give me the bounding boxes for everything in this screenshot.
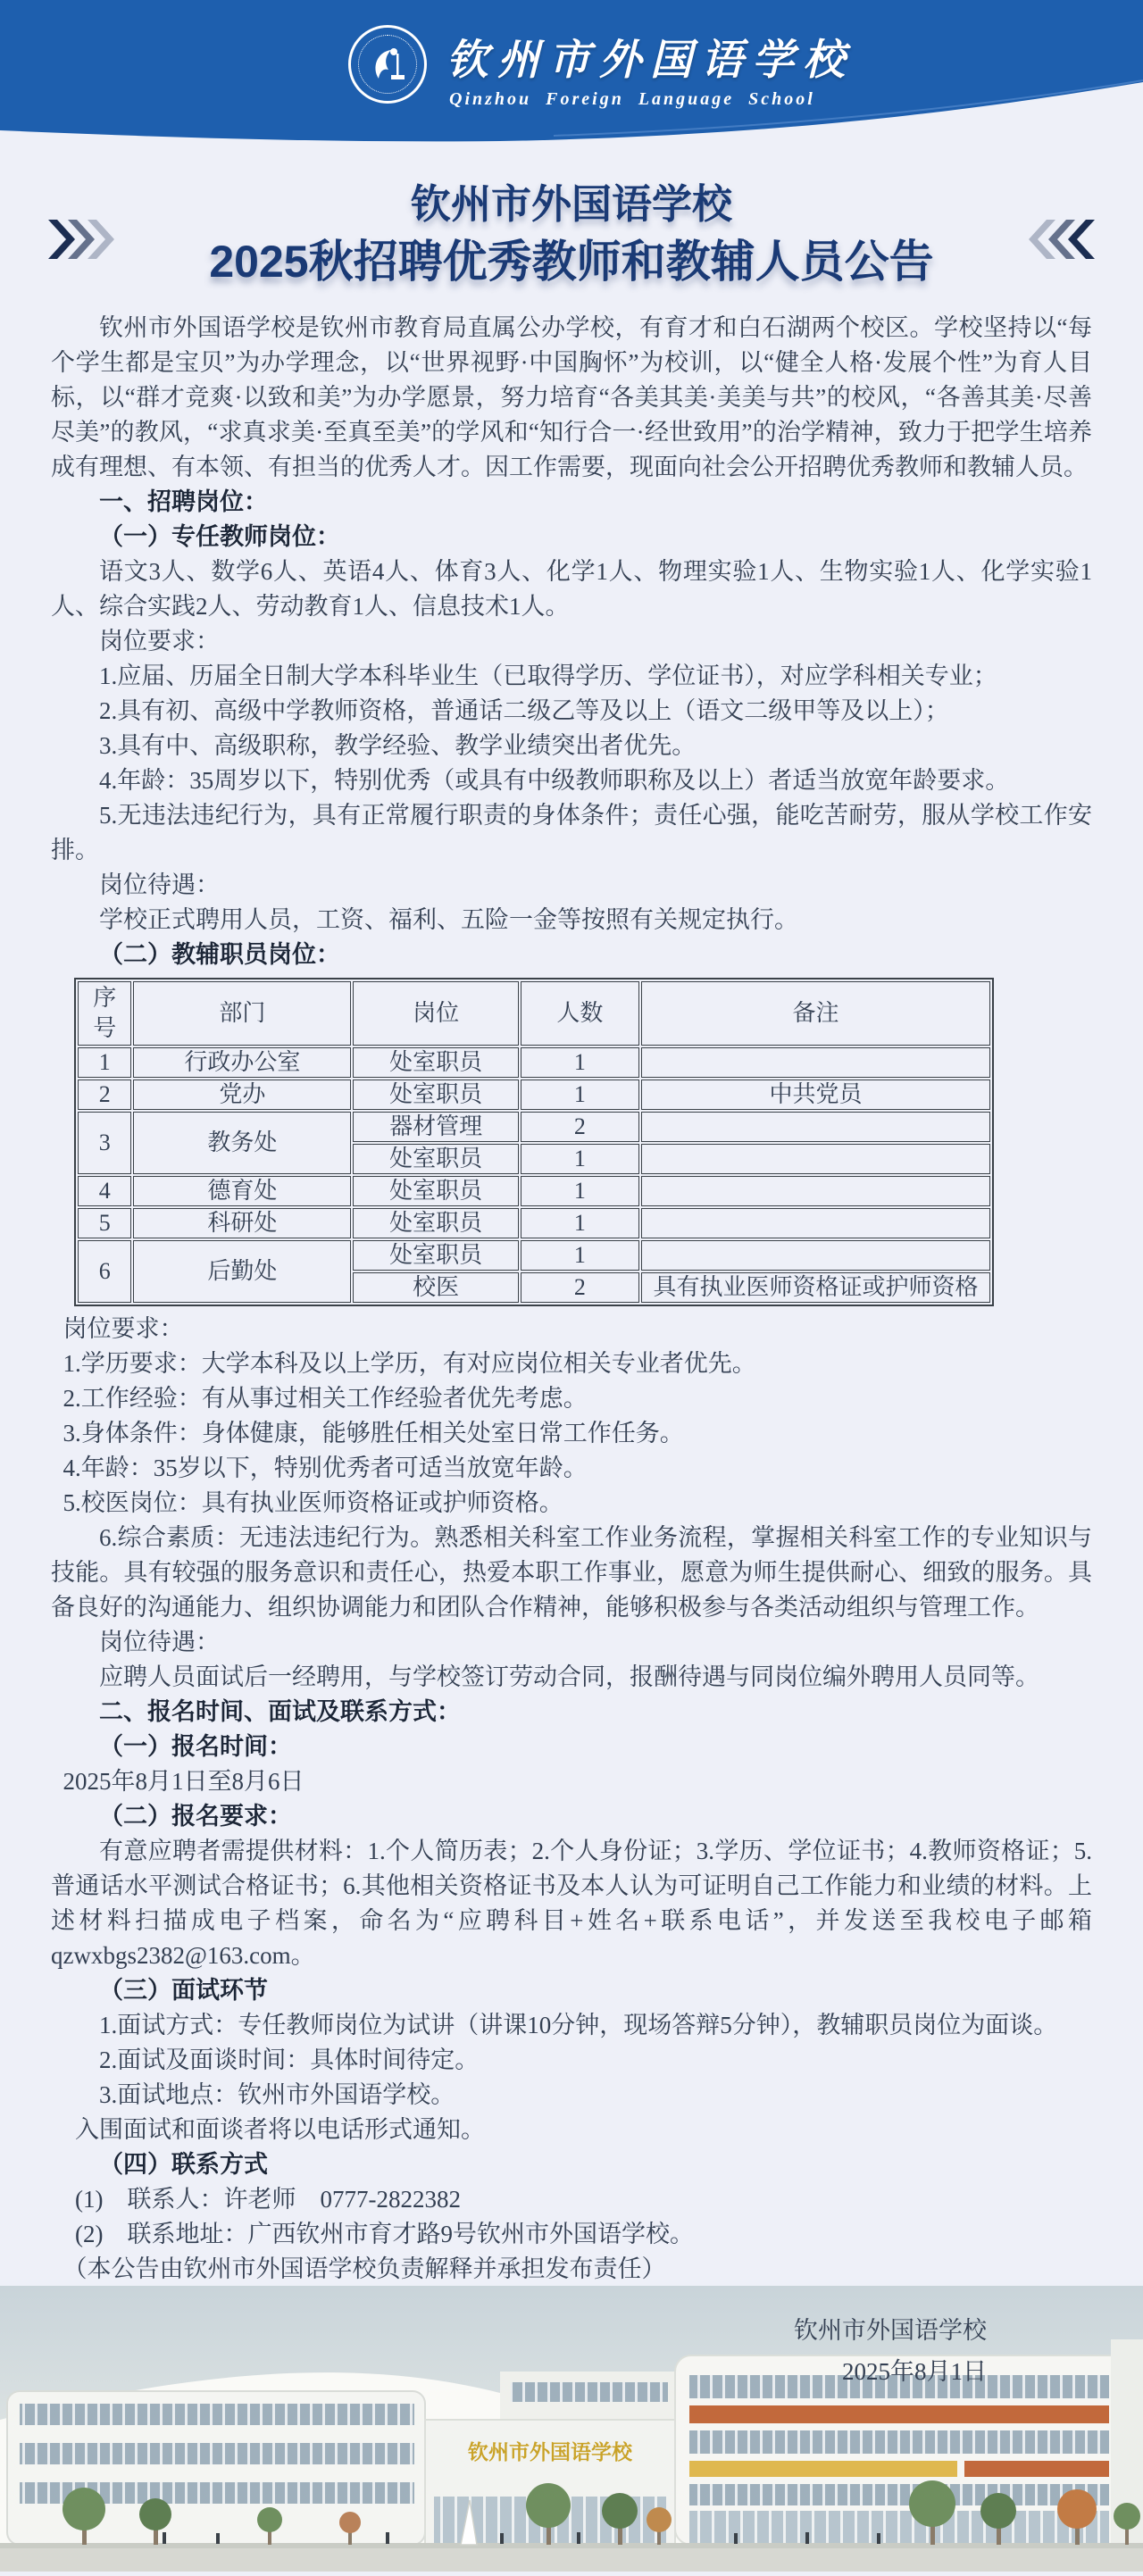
table-cell: 器材管理: [353, 1112, 518, 1142]
table-cell: [641, 1144, 990, 1174]
chevrons-left-icon: [1027, 216, 1097, 272]
signature-date: 2025年8月1日: [842, 2358, 987, 2385]
body-paragraph: 学校正式聘用人员，工资、福利、五险一金等按照有关规定执行。: [99, 906, 798, 933]
table-cell: 1: [521, 1047, 639, 1078]
table-cell: 处室职员: [353, 1208, 518, 1238]
table-cell: 3: [78, 1112, 131, 1174]
table-cell: 具有执业医师资格证或护师资格: [641, 1272, 990, 1303]
intro-paragraph: 钦州市外国语学校是钦州市教育局直属公办学校，有育才和白石湖两个校区。学校坚持以“每个学生都是宝贝”为办学理念，以“世界视野·中国胸怀”为校训，以“健全人格·发展个性”为育人目标，以“群才竞爽·以致和美”为办学愿景，努力培育“各美其美·美美与共”的校风，“各善其美·尽善尽美”的教风，“求真求美·至真至美”的学风和“知行合一·经世致用”的治学精神，致力于把学生培养成有理想、有本领、有担当的优秀人才。因工作需要，现面向社会公开招聘优秀教师和教辅人员。: [51, 314, 1092, 480]
table-cell: 2: [78, 1080, 131, 1110]
title-line1: 钦州市外国语学校: [410, 181, 732, 227]
table-cell: 处室职员: [353, 1240, 518, 1271]
table-cell: 处室职员: [353, 1144, 518, 1174]
body-paragraph: 岗位要求：: [63, 1315, 184, 1342]
table-cell: [641, 1176, 990, 1206]
body-paragraph: 1.学历要求：大学本科及以上学历，有对应岗位相关专业者优先。: [63, 1350, 756, 1377]
table-header-cell: 备注: [641, 981, 990, 1046]
body-paragraph: 4.年龄：35岁以下，特别优秀者可适当放宽年龄。: [63, 1455, 588, 1481]
announcement-body: [0, 159, 1143, 2392]
subsection-heading-contact: （四）联系方式: [99, 2151, 268, 2178]
header-school-name-cn: 钦州市外国语学校: [446, 38, 854, 84]
body-paragraph: 5.校医岗位：具有执业医师资格证或护师资格。: [63, 1489, 563, 1516]
subsection-heading-requirements: （二）报名要求：: [99, 1803, 292, 1830]
table-row: [78, 1176, 990, 1206]
body-paragraph: 3.面试地点：钦州市外国语学校。: [99, 2081, 455, 2108]
contact-person: (1) 联系人：许老师 0777-2822382: [75, 2186, 461, 2213]
table-cell: 1: [521, 1144, 639, 1174]
table-cell: 处室职员: [353, 1080, 518, 1110]
body-paragraph: 4.年龄：35周岁以下，特别优秀（或具有中级教师职称及以上）者适当放宽年龄要求。: [99, 767, 1010, 794]
table-cell: 1: [521, 1176, 639, 1206]
subsection-heading-interview: （三）面试环节: [99, 1977, 268, 2004]
apply-date: 2025年8月1日至8月6日: [63, 1768, 305, 1795]
body-paragraph: 2.面试及面谈时间：具体时间待定。: [99, 2047, 480, 2073]
table-cell: 1: [521, 1208, 639, 1238]
subsection-heading-time: （一）报名时间：: [99, 1733, 292, 1760]
table-row: [78, 1112, 990, 1142]
building-sign-text: 钦州市外国语学校: [468, 2441, 632, 2463]
subsection-heading-teachers: （一）专任教师岗位：: [99, 523, 340, 550]
header-school-name-en: Qinzhou Foreign Language School: [449, 89, 815, 109]
table-row: [78, 1240, 990, 1271]
table-cell: 科研处: [133, 1208, 351, 1238]
subsection-heading-staff: （二）教辅职员岗位：: [99, 941, 340, 968]
table-header-row: [78, 981, 990, 1046]
table-cell: 处室职员: [353, 1176, 518, 1206]
table-cell: 2: [521, 1112, 639, 1142]
body-paragraph: 1.面试方式：专任教师岗位为试讲（讲课10分钟，现场答辩5分钟），教辅职员岗位为面谈。: [99, 2012, 1058, 2038]
table-header-cell: 人数: [521, 981, 639, 1046]
table-cell: 处室职员: [353, 1047, 518, 1078]
page-header: [0, 0, 1143, 156]
table-cell: 中共党员: [641, 1080, 990, 1110]
table-cell: 党办: [133, 1080, 351, 1110]
body-paragraph: 岗位待遇：: [99, 871, 220, 898]
table-cell: 5: [78, 1208, 131, 1238]
body-paragraph: 5.无违法违纪行为，具有正常履行职责的身体条件；责任心强，能吃苦耐劳，服从学校工作安排。: [51, 802, 1092, 863]
body-paragraph: 有意应聘者需提供材料：1.个人简历表；2.个人身份证；3.学历、学位证书；4.教师资格证；5.普通话水平测试合格证书；6.其他相关资格证书及本人认为可证明自己工作能力和业绩的材料。上述材料扫描成电子档案，命名为“应聘科目+姓名+联系电话”，并发送至我校电子邮箱qzwxbgs2382@163.com。: [51, 1838, 1092, 1969]
table-row: [78, 1080, 990, 1110]
announcement-title: [51, 179, 1092, 293]
body-paragraph: 2.具有初、高级中学教师资格，普通话二级乙等及以上（语文二级甲等及以上）；: [99, 697, 949, 724]
body-paragraph: 语文3人、数学6人、英语4人、体育3人、化学1人、物理实验1人、生物实验1人、化学实验1人、综合实践2人、劳动教育1人、信息技术1人。: [51, 558, 1092, 620]
section-heading-positions: 一、招聘岗位：: [99, 488, 268, 515]
signature-org: 钦州市外国语学校: [794, 2317, 987, 2344]
body-paragraph: 入围面试和面谈者将以电话形式通知。: [75, 2116, 485, 2143]
table-cell: 6: [78, 1240, 131, 1303]
table-cell: [641, 1047, 990, 1078]
table-cell: 校医: [353, 1272, 518, 1303]
chevrons-right-icon: [46, 216, 116, 272]
school-logo: [348, 25, 427, 104]
body-paragraph: 应聘人员面试后一经聘用，与学校签订劳动合同，报酬待遇与同岗位编外聘用人员同等。: [99, 1663, 1039, 1690]
table-cell: [641, 1112, 990, 1142]
table-cell: 教务处: [133, 1112, 351, 1174]
body-paragraph: 6.综合素质：无违法违纪行为。熟悉相关科室工作业务流程，掌握相关科室工作的专业知识与技能。具有较强的服务意识和责任心，热爱本职工作事业，愿意为师生提供耐心、细致的服务。具备良好的沟通能力、组织协调能力和团队合作精神，能够积极参与各类活动组织与管理工作。: [51, 1524, 1092, 1621]
table-cell: [641, 1208, 990, 1238]
table-cell: 1: [521, 1240, 639, 1271]
title-line2: 2025秋招聘优秀教师和教辅人员公告: [209, 237, 934, 287]
table-cell: 后勤处: [133, 1240, 351, 1303]
table-header-cell: 部门: [133, 981, 351, 1046]
table-cell: 1: [78, 1047, 131, 1078]
table-cell: 2: [521, 1272, 639, 1303]
contact-address: (2) 联系地址：广西钦州市育才路9号钦州市外国语学校。: [75, 2221, 694, 2247]
table-cell: 1: [521, 1080, 639, 1110]
table-cell: 4: [78, 1176, 131, 1206]
body-paragraph: 3.身体条件：身体健康，能够胜任相关处室日常工作任务。: [63, 1420, 684, 1446]
table-row: [78, 1208, 990, 1238]
table-header-cell: 岗位: [353, 981, 518, 1046]
body-paragraph: 2.工作经验：有从事过相关工作经验者优先考虑。: [63, 1385, 588, 1412]
table-header-cell: 序号: [78, 981, 131, 1046]
table-cell: 行政办公室: [133, 1047, 351, 1078]
table-cell: [641, 1240, 990, 1271]
table-cell: 德育处: [133, 1176, 351, 1206]
body-paragraph: 岗位待遇：: [99, 1629, 220, 1655]
school-emblem-icon: [358, 35, 417, 94]
section-heading-apply: 二、报名时间、面试及联系方式：: [99, 1698, 461, 1725]
body-paragraph: 岗位要求：: [99, 628, 220, 654]
recruitment-table: [74, 978, 994, 1306]
body-paragraph: 3.具有中、高级职称，教学经验、教学业绩突出者优先。: [99, 732, 697, 759]
signature-block: [51, 2310, 1092, 2392]
table-row: [78, 1047, 990, 1078]
disclaimer: （本公告由钦州市外国语学校负责解释并承担发布责任）: [63, 2255, 666, 2282]
body-paragraph: 1.应届、历届全日制大学本科毕业生（已取得学历、学位证书），对应学科相关专业；: [99, 663, 997, 689]
